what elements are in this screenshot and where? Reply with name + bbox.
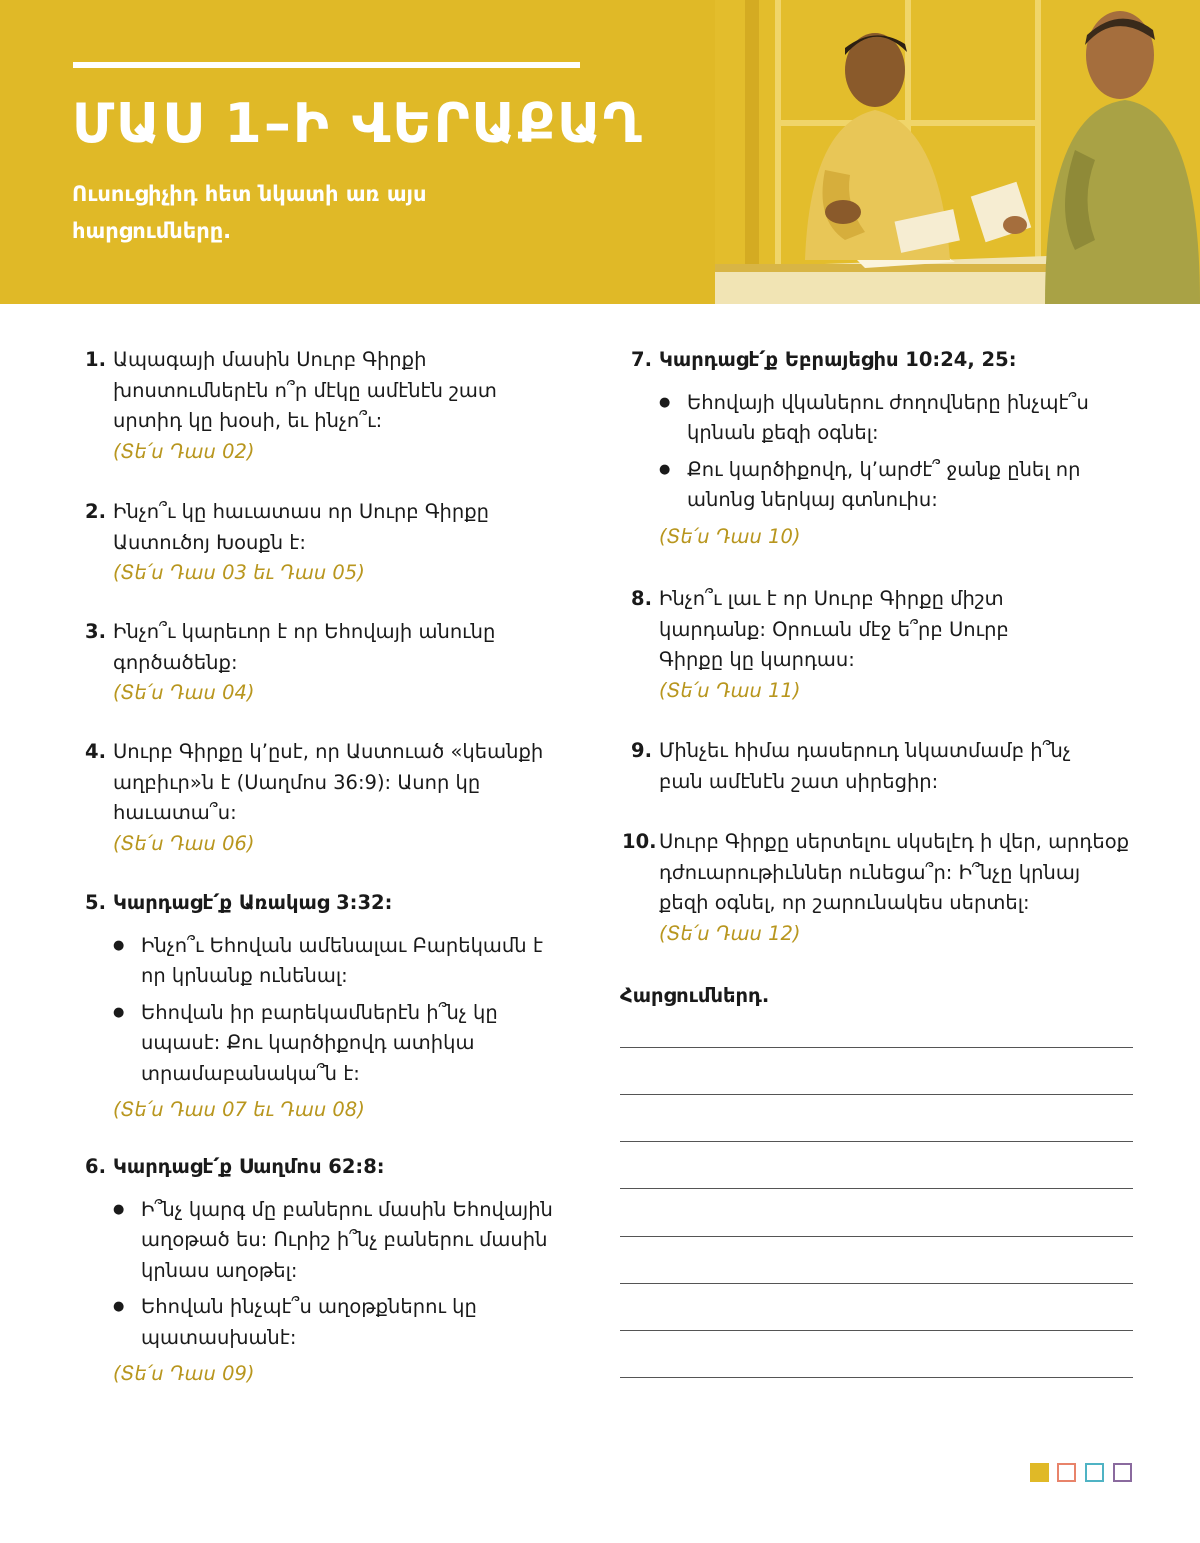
note-line[interactable] xyxy=(620,1283,1133,1284)
question-number: 6. xyxy=(85,1155,106,1178)
question-text: Սուրբ Գիրքը կ՚ըսէ, որ Աստուած «կեանքի աղբիւր»ն է (Սաղմոս 36:9): Ասոր կը հաւատա՞ս: xyxy=(113,740,544,824)
question-number: 1. xyxy=(85,348,106,371)
question-number: 7. xyxy=(631,348,652,371)
question-text: Ապագայի մասին Սուրբ Գիրքի խոստումներէն ո՞ր մէկը ամէնէն շատ սրտիդ կը խօսի, եւ ինչո՞ւ: xyxy=(113,348,497,432)
note-line[interactable] xyxy=(620,1330,1133,1331)
bullet-item: ● Եհովայի վկաներու ժողովները ինչպէ՞ս կրնան քեզի օգնել: xyxy=(659,388,1119,449)
question-number: 3. xyxy=(85,620,106,643)
footer-square-outline xyxy=(1113,1463,1132,1482)
lesson-reference: (Տե՛ս Դաս 12) xyxy=(659,921,801,945)
bullet-list xyxy=(113,1195,568,1354)
footer-square-outline xyxy=(1057,1463,1076,1482)
bullet-item: ● Ի՞նչ կարգ մը բաներու մասին Եհովային աղօթած ես: Ուրիշ ի՞նչ բաներու մասին կրնաս աղօթել: xyxy=(113,1195,568,1287)
question-text: Ինչո՞ւ լաւ է որ Սուրբ Գիրքը միշտ կարդանք: Օրուան մէջ ե՞րբ Սուրբ Գիրքը կը կարդաս: xyxy=(659,587,1009,671)
question-number: 8. xyxy=(631,587,652,610)
notes-title: Հարցումներդ. xyxy=(620,984,770,1007)
note-line[interactable] xyxy=(620,1377,1133,1378)
bullet-list xyxy=(659,388,1119,516)
note-line[interactable] xyxy=(620,1188,1133,1189)
lesson-reference: (Տե՛ս Դաս 04) xyxy=(113,681,255,704)
bullet-item: ● Եհովան իր բարեկամներէն ի՞նչ կը սպասէ: Քու կարծիքովդ ատիկա տրամաբանակա՞ն է: xyxy=(113,998,563,1090)
reading-instruction: Կարդացէ՛ք Սաղմոս 62:8: xyxy=(113,1155,385,1178)
lesson-reference: (Տե՛ս Դաս 11) xyxy=(659,678,801,702)
reading-instruction: Կարդացէ՛ք Եբրայեցիս 10:24, 25: xyxy=(659,348,1017,371)
note-line[interactable] xyxy=(620,1094,1133,1095)
question-text: Սուրբ Գիրքը սերտելու սկսելէդ ի վեր, արդեօք դժուարութիւններ ունեցա՞ր: Ի՞նչը կրնայ քեզի օգնել, որ շարունակես սերտել: xyxy=(659,830,1129,914)
lesson-reference: (Տե՛ս Դաս 06) xyxy=(113,831,255,855)
question-number: 2. xyxy=(85,500,106,523)
lesson-reference: (Տե՛ս Դաս 02) xyxy=(113,439,255,463)
page-title: ՄԱՍ 1–Ի ՎԵՐԱՔԱՂ xyxy=(72,92,644,155)
bullet-list xyxy=(113,931,563,1090)
bullet-item: ● Եհովան ինչպէ՞ս աղօթքներու կը պատասխանէ: xyxy=(113,1292,568,1353)
reading-instruction: Կարդացէ՛ք Առակաց 3:32: xyxy=(113,891,393,914)
lesson-reference: (Տե՛ս Դաս 07 եւ Դաս 08) xyxy=(113,1098,365,1121)
question-number: 4. xyxy=(85,740,106,763)
bullet-item: ● Ինչո՞ւ Եհովան ամենալաւ Բարեկամն է որ կրնանք ունենալ: xyxy=(113,931,563,992)
lesson-reference: (Տե՛ս Դաս 09) xyxy=(113,1362,255,1385)
conversation-illustration xyxy=(715,0,1200,304)
question-text: Ինչո՞ւ կարեւոր է որ Եհովայի անունը գործածենք: xyxy=(113,620,496,674)
bullet-item: ● Քու կարծիքովդ, կ՚արժէ՞ ջանք ընել որ անոնց ներկայ գտնուիս: xyxy=(659,455,1119,516)
question-text: Մինչեւ հիմա դասերուդ նկատմամբ ի՞նչ բան ամէնէն շատ սիրեցիր: xyxy=(659,739,1071,793)
footer-square-filled xyxy=(1030,1463,1049,1482)
lesson-reference: (Տե՛ս Դաս 03 եւ Դաս 05) xyxy=(113,561,365,584)
header-banner xyxy=(0,0,1200,304)
footer-square-outline xyxy=(1085,1463,1104,1482)
question-text: Ինչո՞ւ կը հաւատաս որ Սուրբ Գիրքը Աստուծոյ Խօսքն է: xyxy=(113,500,490,554)
note-line[interactable] xyxy=(620,1047,1133,1048)
question-number: 9. xyxy=(631,739,652,762)
lesson-reference: (Տե՛ս Դաս 10) xyxy=(659,524,801,548)
question-number: 5. xyxy=(85,891,106,914)
page-subtitle: Ուսուցիչիդ հետ նկատի առ այս հարցումները. xyxy=(72,182,427,243)
question-number: 10. xyxy=(622,830,657,853)
header-rule xyxy=(73,62,580,68)
note-line[interactable] xyxy=(620,1236,1133,1237)
note-line[interactable] xyxy=(620,1141,1133,1142)
